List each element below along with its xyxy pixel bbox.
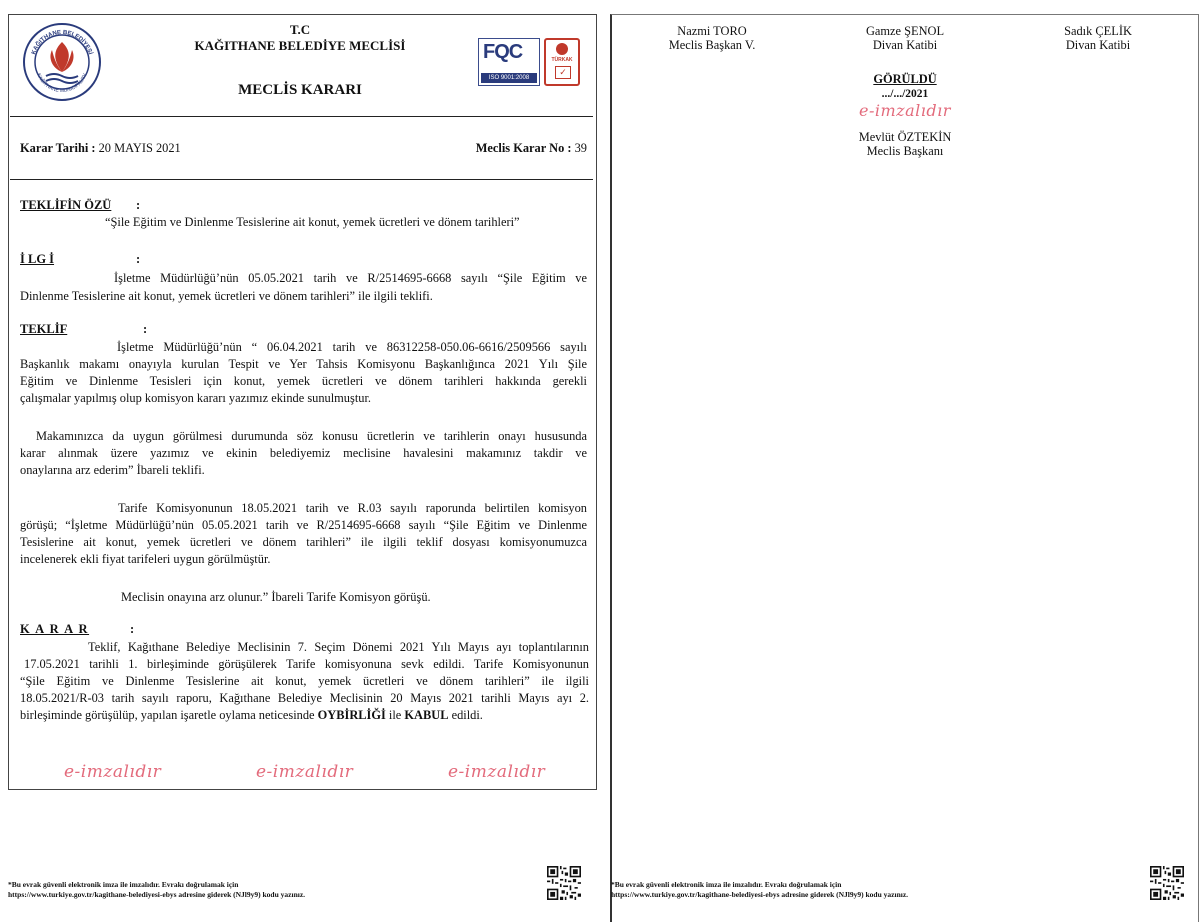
proposal-p4: Meclisin onayına arz olunur.” İbareli Tarife Komisyon görüşü. bbox=[121, 590, 431, 604]
e-signature-mark: e-imzalıdır bbox=[256, 762, 354, 782]
proposal-p1-line: Başkanlık makamı onayıyla kurulan Tespit ve Yer Tahsis Komisyonu Başkanlığınca 2021 Yılı Şile bbox=[20, 357, 587, 371]
decision-heading-colon: : bbox=[130, 622, 136, 636]
proposal-p3-line: Tarife Komisyonunun 18.05.2021 tarih ve R.03 sayılı raporunda belirtilen komisyon bbox=[118, 501, 587, 515]
signer-role: Meclis Başkan V. bbox=[668, 38, 756, 52]
header-org: KAĞITHANE BELEDİYE MECLİSİ bbox=[194, 38, 406, 53]
e-signature-mark: e-imzalıdır bbox=[448, 762, 546, 782]
seen-date: .../.../2021 bbox=[881, 88, 929, 100]
proposal-heading-colon: : bbox=[143, 322, 148, 336]
fqc-certificate-badge bbox=[478, 38, 540, 86]
proposal-p1-line: İşletme Müdürlüğü’nün “ 06.04.2021 tarih ve 86312258-050.06-6616/2509566 sayılı bbox=[117, 340, 587, 354]
summary-text: “Şile Eğitim ve Dinlenme Tesislerine ait konut, yemek ücretleri ve dönem tarihleri” bbox=[105, 215, 520, 229]
seen-heading: GÖRÜLDÜ bbox=[873, 72, 937, 86]
turkak-circle-icon bbox=[556, 43, 568, 55]
decision-line: “Şile Eğitim ve Dinlenme Tesislerine ait konut, yemek ücretleri ve dönem tarihleri” ile ilgili bbox=[20, 674, 589, 688]
divider bbox=[10, 116, 593, 117]
decision-date bbox=[20, 140, 181, 157]
signer-name: Sadık ÇELİK bbox=[1064, 24, 1132, 38]
section-heading-summary bbox=[20, 198, 142, 213]
decision-number bbox=[476, 140, 587, 157]
verification-note bbox=[8, 880, 305, 900]
decision-last-line bbox=[20, 707, 589, 724]
logo-top-text: KAĞITHANE BELEDİYESİ bbox=[31, 29, 93, 56]
proposal-p2-line: Makamınızca da uygun görülmesi durumunda söz konusu ücretlerin ve tarihlerin onayı hususunda bbox=[36, 429, 587, 443]
decision-line: 17.05.2021 tarihli 1. birleşiminde görüşülerek Tarife komisyonuna sevk edildi. Tarife Komisyonunun bbox=[24, 657, 589, 671]
reference-line-1: İşletme Müdürlüğü’nün 05.05.2021 tarih ve R/2514695-6668 sayılı “Şile Eğitim ve bbox=[114, 271, 587, 285]
decision-number-value: 39 bbox=[571, 141, 587, 155]
section-heading-decision bbox=[20, 622, 142, 637]
decision-date-label: Karar Tarihi : bbox=[20, 141, 96, 155]
signer-name: Gamze ŞENOL bbox=[865, 24, 945, 38]
summary-heading-colon: : bbox=[136, 198, 141, 212]
decision-number-label: Meclis Karar No : bbox=[475, 141, 572, 155]
turkak-label: TÜRKAK bbox=[551, 57, 573, 63]
decision-last-mid: ile bbox=[385, 708, 405, 722]
decision-last-text: birleşiminde görüşülüp, yapılan işaretle oylama neticesinde bbox=[20, 708, 318, 722]
qr-code-icon bbox=[547, 866, 581, 900]
signer-block bbox=[845, 24, 965, 52]
divider bbox=[10, 179, 593, 180]
summary-heading-text: TEKLİFİN ÖZÜ bbox=[20, 198, 112, 212]
decision-date-value: 20 MAYIS 2021 bbox=[95, 141, 181, 155]
president-name: Mevlüt ÖZTEKİN bbox=[858, 130, 952, 144]
decision-last-end: edildi. bbox=[448, 708, 483, 722]
proposal-p1-line: Eğitim ve Dinlenme Tesisleri için konut, yemek ücretleri ve dönem tarihleri hakkında gerekli bbox=[20, 374, 587, 388]
proposal-heading-text: TEKLİF bbox=[20, 322, 68, 336]
proposal-p1-line: çalışmalar yapılmış olup komisyon kararı yazımız ekinde sunulmuştur. bbox=[20, 391, 371, 405]
verification-line-1: *Bu evrak güvenli elektronik imza ile imzalıdır. Evrakı doğrulamak için bbox=[8, 880, 239, 889]
decision-accepted: KABUL bbox=[404, 708, 449, 722]
e-signature-mark: e-imzalıdır bbox=[859, 101, 951, 120]
decision-line: 18.05.2021/R-03 tarih sayılı raporu, Kağıthane Belediye Meclisinin 20 Mayıs 2021 tarihli Mayıs ayı 2. bbox=[20, 691, 589, 705]
municipality-logo bbox=[22, 22, 102, 102]
verification-line-2[interactable]: https://www.turkiye.gov.tr/kagithane-belediyesi-ebys adresine giderek (NJl9y9) kodu yazınız. bbox=[611, 890, 909, 899]
signer-name: Nazmi TORO bbox=[677, 24, 747, 38]
signer-role: Divan Katibi bbox=[872, 38, 938, 52]
turkak-badge bbox=[544, 38, 580, 86]
header-doc-kind: MECLİS KARARI bbox=[238, 82, 362, 98]
reference-line-2: Dinlenme Tesislerine ait konut, yemek ücretleri ve dönem tarihleri” ile ilgili teklifi. bbox=[20, 289, 433, 303]
verification-line-1: *Bu evrak güvenli elektronik imza ile imzalıdır. Evrakı doğrulamak için bbox=[611, 880, 842, 889]
proposal-p3-line: incelenerek ekli fiyat tarifeleri uygun görülmüştür. bbox=[20, 552, 271, 566]
section-heading-reference bbox=[20, 252, 142, 267]
reference-heading-colon: : bbox=[136, 252, 141, 266]
header-tc: T.C bbox=[289, 22, 311, 37]
proposal-p2-line: onaylarına arz ederim” İbareli teklifi. bbox=[20, 463, 205, 477]
verification-line-2[interactable]: https://www.turkiye.gov.tr/kagithane-belediyesi-ebys adresine giderek (NJl9y9) kodu yazınız. bbox=[8, 890, 306, 899]
decision-heading-text: K A R A R bbox=[20, 622, 90, 636]
e-signature-mark: e-imzalıdır bbox=[64, 762, 162, 782]
president-block bbox=[805, 130, 1005, 158]
logo-bottom-text: KAĞITHANE MUNICIPALITY bbox=[35, 72, 89, 95]
section-heading-proposal bbox=[20, 322, 150, 337]
president-role: Meclis Başkanı bbox=[866, 144, 944, 158]
verification-note bbox=[611, 880, 908, 900]
cert-fqc-label: FQC bbox=[483, 41, 523, 63]
reference-heading-text: İ LG İ bbox=[20, 252, 55, 266]
proposal-p3-line: Tesislerine ait konut, yemek ücretleri ve dönem tarihleri” ile ilgili teklif dosyası komisyonumuzca bbox=[20, 535, 587, 549]
proposal-p3-line: görüşü; “İşletme Müdürlüğü’nün 05.05.2021 tarih ve R/2514695-6668 sayılı “Şile Eğitim ve Dinlenme bbox=[20, 518, 587, 532]
decision-line: Teklif, Kağıthane Belediye Meclisinin 7. Seçim Dönemi 2021 Yılı Mayıs ayı toplantılarının bbox=[88, 640, 589, 654]
signer-block bbox=[652, 24, 772, 52]
cert-iso-label: ISO 9001:2008 bbox=[481, 73, 537, 83]
checkmark-icon: ✓ bbox=[555, 66, 571, 79]
qr-code-icon bbox=[1150, 866, 1184, 900]
proposal-p2-line: karar alınmak üzere yazımız ve ekinin belediyemiz meclisine havalesini makamınız takdir ve bbox=[20, 446, 587, 460]
signer-block bbox=[1038, 24, 1158, 52]
decision-unanimous: OYBİRLİĞİ bbox=[317, 708, 386, 722]
signer-role: Divan Katibi bbox=[1065, 38, 1131, 52]
